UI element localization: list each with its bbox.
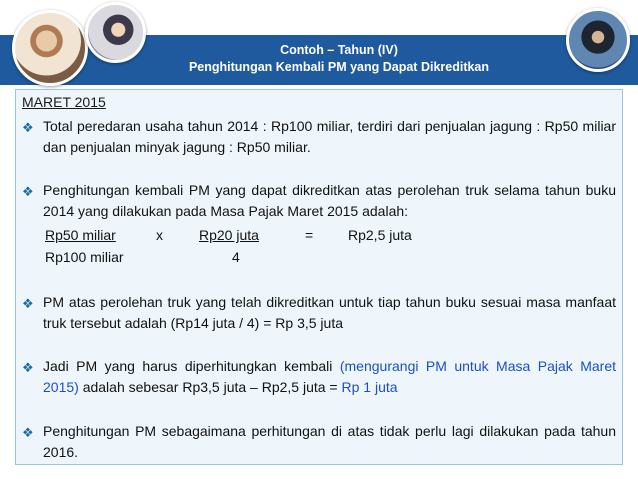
diamond-bullet-icon: ❖ xyxy=(22,184,34,199)
bullet4-part1: Jadi PM yang harus diperhitungkan kembali xyxy=(43,358,340,374)
diamond-bullet-icon: ❖ xyxy=(22,120,34,135)
laptop-user-photo xyxy=(566,8,630,72)
bullet-text: Penghitungan PM sebagaimana perhitungan di atas tidak perlu lagi dilakukan pada tahun 2016. xyxy=(43,423,616,460)
bullet-item xyxy=(22,116,616,158)
bullet-item xyxy=(22,421,616,463)
bullet-text: Total peredaran usaha tahun 2014 : Rp100 miliar, terdiri dari penjualan jagung : Rp50 miliar dan penjualan minyak jagung : Rp50 miliar. xyxy=(43,118,616,155)
bullet-item xyxy=(22,180,616,222)
calc-times: x xyxy=(156,227,163,243)
diamond-bullet-icon: ❖ xyxy=(22,296,34,311)
calc-denominator-2: 4 xyxy=(232,249,240,265)
calc-numerator-1: Rp50 miliar xyxy=(45,227,116,243)
bullet-item xyxy=(22,292,616,334)
bullet-text xyxy=(43,356,616,398)
diamond-bullet-icon: ❖ xyxy=(22,360,34,375)
bullet-item xyxy=(22,356,616,398)
people-photo xyxy=(12,10,88,86)
bullet-text: PM atas perolehan truk yang telah dikreditkan untuk tiap tahun buku sesuai masa manfaat truk tersebut adalah (Rp14 juta / 4) = Rp 3,5 juta xyxy=(43,294,616,331)
bullet4-part3: adalah sebesar Rp3,5 juta – Rp2,5 juta = xyxy=(78,379,342,395)
bullet4-part4: Rp 1 juta xyxy=(341,379,398,395)
slide-title xyxy=(120,42,558,76)
diamond-bullet-icon: ❖ xyxy=(22,425,34,440)
calc-equals: = xyxy=(305,227,314,243)
calc-denominator-1: Rp100 miliar xyxy=(45,249,124,265)
title-line-1: Contoh – Tahun (IV) xyxy=(280,43,398,57)
calc-numerator-2: Rp20 juta xyxy=(199,227,259,243)
calc-result: Rp2,5 juta xyxy=(348,227,412,243)
bullet4-part2: (mengurangi PM untuk Masa Pajak Maret 2015) xyxy=(43,358,616,395)
section-heading: MARET 2015 xyxy=(22,94,106,110)
title-line-2: Penghitungan Kembali PM yang Dapat Dikreditkan xyxy=(188,60,490,74)
bullet-text: Penghitungan kembali PM yang dapat dikreditkan atas perolehan truk selama tahun buku 2014 yang dilakukan pada Masa Pajak Maret 2015 adalah: xyxy=(43,182,616,219)
